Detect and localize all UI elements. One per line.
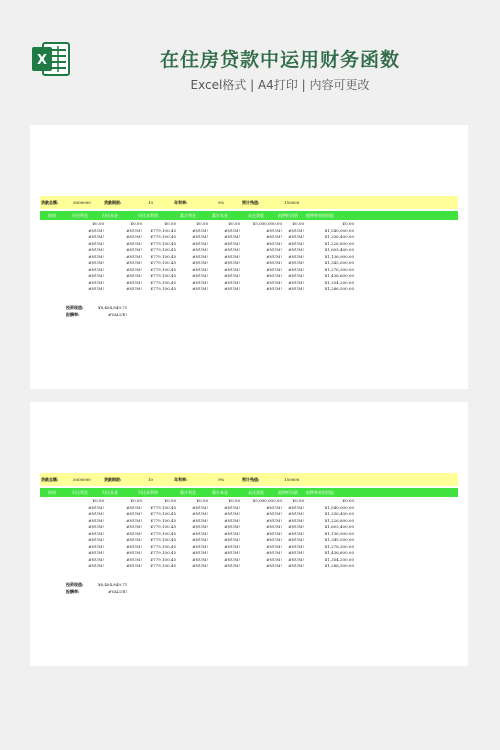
table-cell: ¥779,100.45 [150, 273, 176, 278]
table-cell: #NUM! [88, 524, 104, 529]
table-cell: ¥0.00 [228, 498, 240, 503]
table-cell: #NUM! [288, 240, 304, 246]
table-cell: #NUM! [126, 234, 142, 239]
table-cell: #NUM! [266, 253, 282, 259]
term-label: 贷款期限: [104, 200, 122, 205]
column-header: 归还本利和 [138, 213, 158, 218]
table-cell: ¥779,100.45 [150, 517, 176, 523]
column-header: 归还本金 [102, 490, 118, 495]
rate-label: 年利率: [174, 477, 188, 482]
table-body [40, 221, 458, 293]
table-cell: #NUM! [88, 266, 104, 272]
table-cell: #NUM! [224, 530, 240, 536]
table-cell: #NUM! [88, 563, 104, 568]
table-cell: ¥0.00 [92, 221, 104, 226]
table-cell: ¥1,226,800.00 [324, 240, 354, 246]
table-cell: #NUM! [192, 517, 208, 523]
page-header [0, 0, 500, 112]
table-cell: #NUM! [266, 524, 282, 529]
table-cell: #NUM! [126, 556, 142, 562]
table-cell: #NUM! [126, 504, 142, 510]
table-cell: ¥779,100.45 [150, 240, 176, 246]
table-cell: #NUM! [88, 530, 104, 536]
column-header: 累计本金 [212, 213, 228, 218]
table-cell: #NUM! [88, 253, 104, 259]
table-cell: #NUM! [288, 227, 304, 233]
table-cell: #NUM! [126, 266, 142, 272]
table-cell: #NUM! [126, 273, 142, 278]
table-cell: ¥0.00 [92, 498, 104, 503]
table-cell: #NUM! [266, 279, 282, 285]
table-cell: ¥1,336,400.00 [324, 511, 354, 516]
table-cell: #NUM! [192, 511, 208, 516]
term-value: 10 [148, 477, 154, 482]
table-cell: ¥0.00 [130, 498, 142, 503]
table-cell: #NUM! [288, 273, 304, 278]
return-rate-value: #VALUE! [108, 589, 128, 594]
table-cell: #NUM! [192, 279, 208, 285]
table-cell: #NUM! [126, 550, 142, 555]
table-cell: #NUM! [224, 260, 240, 265]
table-cell: #NUM! [288, 286, 304, 291]
table-cell: ¥1,354,200.00 [324, 556, 354, 562]
column-header: 抵押折旧值 [278, 490, 298, 495]
table-cell: ¥1,436,600.00 [324, 273, 354, 278]
table-cell: #NUM! [88, 273, 104, 278]
table-cell: #NUM! [266, 511, 282, 516]
table-cell: #NUM! [126, 524, 142, 529]
column-header: 累计利息 [180, 213, 196, 218]
table-cell: ¥779,100.45 [150, 279, 176, 285]
table-cell: #NUM! [224, 517, 240, 523]
table-cell: #NUM! [126, 247, 142, 252]
table-cell: #NUM! [192, 286, 208, 291]
table-cell: ¥779,100.45 [150, 266, 176, 272]
table-cell: #NUM! [88, 240, 104, 246]
salvage-value: 150000 [284, 477, 300, 482]
table-cell: #NUM! [88, 260, 104, 265]
table-cell: ¥1,336,400.00 [324, 234, 354, 239]
table-cell: #NUM! [192, 524, 208, 529]
table-cell: #NUM! [288, 517, 304, 523]
column-header: 归还本金 [102, 213, 118, 218]
table-cell: #NUM! [126, 543, 142, 549]
table-cell: #NUM! [224, 273, 240, 278]
table-cell: ¥779,100.45 [150, 537, 176, 542]
table-cell: #NUM! [266, 260, 282, 265]
table-cell: #NUM! [266, 543, 282, 549]
investment-label: 投资现值: [66, 305, 84, 310]
investment-value: ¥8,404,849.71 [98, 305, 128, 310]
table-cell: #NUM! [266, 266, 282, 272]
return-rate-row [66, 589, 128, 595]
table-cell: ¥779,100.45 [150, 227, 176, 233]
table-cell: #NUM! [224, 543, 240, 549]
table-cell: ¥0.00 [196, 221, 208, 226]
loan-value: 5000000 [73, 477, 91, 482]
investment-value-row [66, 582, 128, 588]
table-cell: #NUM! [88, 279, 104, 285]
table-cell: ¥779,100.45 [150, 550, 176, 555]
table-cell: #NUM! [192, 240, 208, 246]
table-cell: #NUM! [224, 511, 240, 516]
table-cell: #NUM! [224, 234, 240, 239]
table-cell: #NUM! [224, 556, 240, 562]
table-cell: #NUM! [266, 556, 282, 562]
table-cell: #NUM! [266, 517, 282, 523]
return-rate-row [66, 312, 128, 318]
table-cell: #NUM! [224, 240, 240, 246]
table-cell: #NUM! [266, 227, 282, 233]
table-cell: ¥779,100.45 [150, 253, 176, 259]
table-header [40, 211, 458, 220]
table-cell: ¥0.00 [342, 498, 354, 503]
table-cell: ¥1,345,000.00 [324, 260, 354, 265]
table-cell: #NUM! [126, 227, 142, 233]
rate-label: 年利率: [174, 200, 188, 205]
table-cell: #NUM! [224, 563, 240, 568]
column-header: 抵押带来的回报 [306, 213, 334, 218]
table-cell: #NUM! [288, 260, 304, 265]
table-cell: ¥1,354,200.00 [324, 279, 354, 285]
table-cell: #NUM! [224, 550, 240, 555]
table-cell: #NUM! [192, 504, 208, 510]
return-rate-label: 报酬率: [66, 589, 80, 594]
table-cell: #NUM! [192, 563, 208, 568]
summary-band [40, 196, 458, 209]
table-cell: ¥1,436,600.00 [324, 550, 354, 555]
table-cell: ¥1,286,500.00 [324, 563, 354, 568]
table-cell: #NUM! [88, 511, 104, 516]
table-cell: #NUM! [224, 524, 240, 529]
column-header: 累计本金 [212, 490, 228, 495]
table-cell: #NUM! [224, 504, 240, 510]
table-cell: #NUM! [88, 247, 104, 252]
table-cell: #NUM! [224, 227, 240, 233]
column-header: 归还利息 [72, 213, 88, 218]
table-cell: #NUM! [88, 227, 104, 233]
table-cell: #NUM! [266, 530, 282, 536]
table-cell: #NUM! [88, 286, 104, 291]
table-cell: #NUM! [126, 253, 142, 259]
table-cell: ¥0.00 [130, 221, 142, 226]
table-cell: ¥779,100.45 [150, 563, 176, 568]
table-cell: #NUM! [288, 543, 304, 549]
table-cell: #NUM! [224, 286, 240, 291]
table-cell: #NUM! [192, 234, 208, 239]
table-cell: ¥779,100.45 [150, 556, 176, 562]
salvage-value: 150000 [284, 200, 300, 205]
excel-icon [31, 41, 71, 77]
table-cell: #NUM! [126, 517, 142, 523]
table-cell: ¥1,540,000.00 [324, 227, 354, 233]
table-cell: ¥779,100.45 [150, 511, 176, 516]
table-cell: #NUM! [192, 273, 208, 278]
table-cell: #NUM! [126, 563, 142, 568]
table-cell: ¥1,136,900.00 [324, 253, 354, 259]
table-cell: #NUM! [224, 247, 240, 252]
table-cell: #NUM! [126, 260, 142, 265]
column-header: 时间 [48, 213, 56, 218]
table-cell: #NUM! [224, 537, 240, 542]
table-cell: #NUM! [126, 240, 142, 246]
table-cell: #NUM! [192, 253, 208, 259]
table-cell: #NUM! [266, 537, 282, 542]
spreadsheet-page-1 [30, 125, 468, 389]
table-cell: #NUM! [192, 247, 208, 252]
table-row [40, 563, 458, 570]
table-cell: #NUM! [88, 537, 104, 542]
table-cell: #NUM! [126, 537, 142, 542]
table-cell: #NUM! [288, 537, 304, 542]
table-cell: #NUM! [288, 556, 304, 562]
table-cell: ¥779,100.45 [150, 247, 176, 252]
table-cell: #NUM! [126, 286, 142, 291]
table-cell: #NUM! [288, 563, 304, 568]
table-cell: #NUM! [288, 247, 304, 252]
table-cell: ¥1,605,400.00 [324, 247, 354, 252]
table-cell: #NUM! [88, 543, 104, 549]
column-header: 抵押折旧值 [278, 213, 298, 218]
table-cell: #NUM! [266, 550, 282, 555]
table-row [40, 286, 458, 293]
column-header: 归还本利和 [138, 490, 158, 495]
spreadsheet-page-2 [30, 402, 468, 666]
table-header [40, 488, 458, 497]
term-label: 贷款期限: [104, 477, 122, 482]
table-cell: #NUM! [266, 286, 282, 291]
return-rate-value: #VALUE! [108, 312, 128, 317]
table-cell: ¥1,276,300.00 [324, 543, 354, 549]
loan-label: 贷款总额: [41, 477, 59, 482]
table-cell: #NUM! [288, 234, 304, 239]
table-cell: ¥0.00 [292, 498, 304, 503]
table-cell: #NUM! [192, 543, 208, 549]
table-cell: #NUM! [88, 550, 104, 555]
table-cell: ¥1,226,800.00 [324, 517, 354, 523]
column-header: 累计利息 [180, 490, 196, 495]
table-cell: #NUM! [266, 240, 282, 246]
table-cell: #NUM! [288, 266, 304, 272]
table-cell: #NUM! [192, 227, 208, 233]
table-cell: #NUM! [192, 550, 208, 555]
loan-value: 5000000 [73, 200, 91, 205]
column-header: 未还贷款 [248, 490, 264, 495]
summary-band [40, 473, 458, 486]
table-cell: #NUM! [266, 247, 282, 252]
table-cell: #NUM! [288, 550, 304, 555]
table-cell: #NUM! [288, 253, 304, 259]
column-header: 归还利息 [72, 490, 88, 495]
table-cell: #NUM! [88, 504, 104, 510]
rate-value: 9% [218, 200, 225, 205]
table-cell: ¥1,605,400.00 [324, 524, 354, 529]
table-cell: ¥779,100.45 [150, 530, 176, 536]
table-cell: ¥779,100.45 [150, 504, 176, 510]
table-cell: ¥0.00 [292, 221, 304, 226]
page-title: 在住房贷款中运用财务函数 [159, 49, 400, 71]
table-cell: #NUM! [288, 504, 304, 510]
table-cell: ¥779,100.45 [150, 286, 176, 291]
table-cell: ¥0.00 [342, 221, 354, 226]
table-cell: ¥0.00 [164, 221, 176, 226]
table-cell: #NUM! [192, 530, 208, 536]
column-header: 抵押带来的回报 [306, 490, 334, 495]
table-cell: #NUM! [266, 273, 282, 278]
rate-value: 9% [218, 477, 225, 482]
table-cell: #NUM! [192, 556, 208, 562]
table-cell: ¥1,540,000.00 [324, 504, 354, 510]
column-header: 未还贷款 [248, 213, 264, 218]
investment-label: 投资现值: [66, 582, 84, 587]
table-cell: ¥1,276,300.00 [324, 266, 354, 272]
column-header: 时间 [48, 490, 56, 495]
table-cell: #NUM! [88, 234, 104, 239]
table-cell: #NUM! [192, 260, 208, 265]
table-cell: #NUM! [224, 279, 240, 285]
table-cell: #NUM! [88, 517, 104, 523]
table-cell: ¥779,100.45 [150, 234, 176, 239]
table-body [40, 498, 458, 570]
svg-text:X: X [36, 53, 48, 68]
table-cell: ¥0.00 [196, 498, 208, 503]
table-cell: #NUM! [192, 266, 208, 272]
table-cell: ¥5,000,000.00 [252, 221, 282, 226]
salvage-label: 预计残值: [242, 477, 260, 482]
table-cell: ¥779,100.45 [150, 524, 176, 529]
table-cell: #NUM! [288, 279, 304, 285]
investment-value-row [66, 305, 128, 311]
table-cell: ¥1,286,500.00 [324, 286, 354, 291]
table-cell: #NUM! [126, 530, 142, 536]
table-cell: #NUM! [288, 511, 304, 516]
page-subtitle: Excel格式 | A4打印 | 内容可更改 [190, 78, 370, 92]
table-cell: #NUM! [224, 266, 240, 272]
table-cell: #NUM! [266, 563, 282, 568]
investment-value: ¥8,404,849.71 [98, 582, 128, 587]
table-cell: #NUM! [288, 530, 304, 536]
table-cell: ¥0.00 [164, 498, 176, 503]
table-cell: ¥1,136,900.00 [324, 530, 354, 536]
table-cell: ¥779,100.45 [150, 543, 176, 549]
table-cell: #NUM! [126, 279, 142, 285]
table-cell: ¥5,000,000.00 [252, 498, 282, 503]
table-cell: ¥1,345,000.00 [324, 537, 354, 542]
return-rate-label: 报酬率: [66, 312, 80, 317]
table-cell: #NUM! [88, 556, 104, 562]
table-cell: #NUM! [266, 504, 282, 510]
loan-label: 贷款总额: [41, 200, 59, 205]
salvage-label: 预计残值: [242, 200, 260, 205]
table-cell: #NUM! [192, 537, 208, 542]
table-cell: #NUM! [288, 524, 304, 529]
table-cell: #NUM! [224, 253, 240, 259]
table-cell: ¥0.00 [228, 221, 240, 226]
table-cell: ¥779,100.45 [150, 260, 176, 265]
table-cell: #NUM! [126, 511, 142, 516]
term-value: 10 [148, 200, 154, 205]
table-cell: #NUM! [266, 234, 282, 239]
